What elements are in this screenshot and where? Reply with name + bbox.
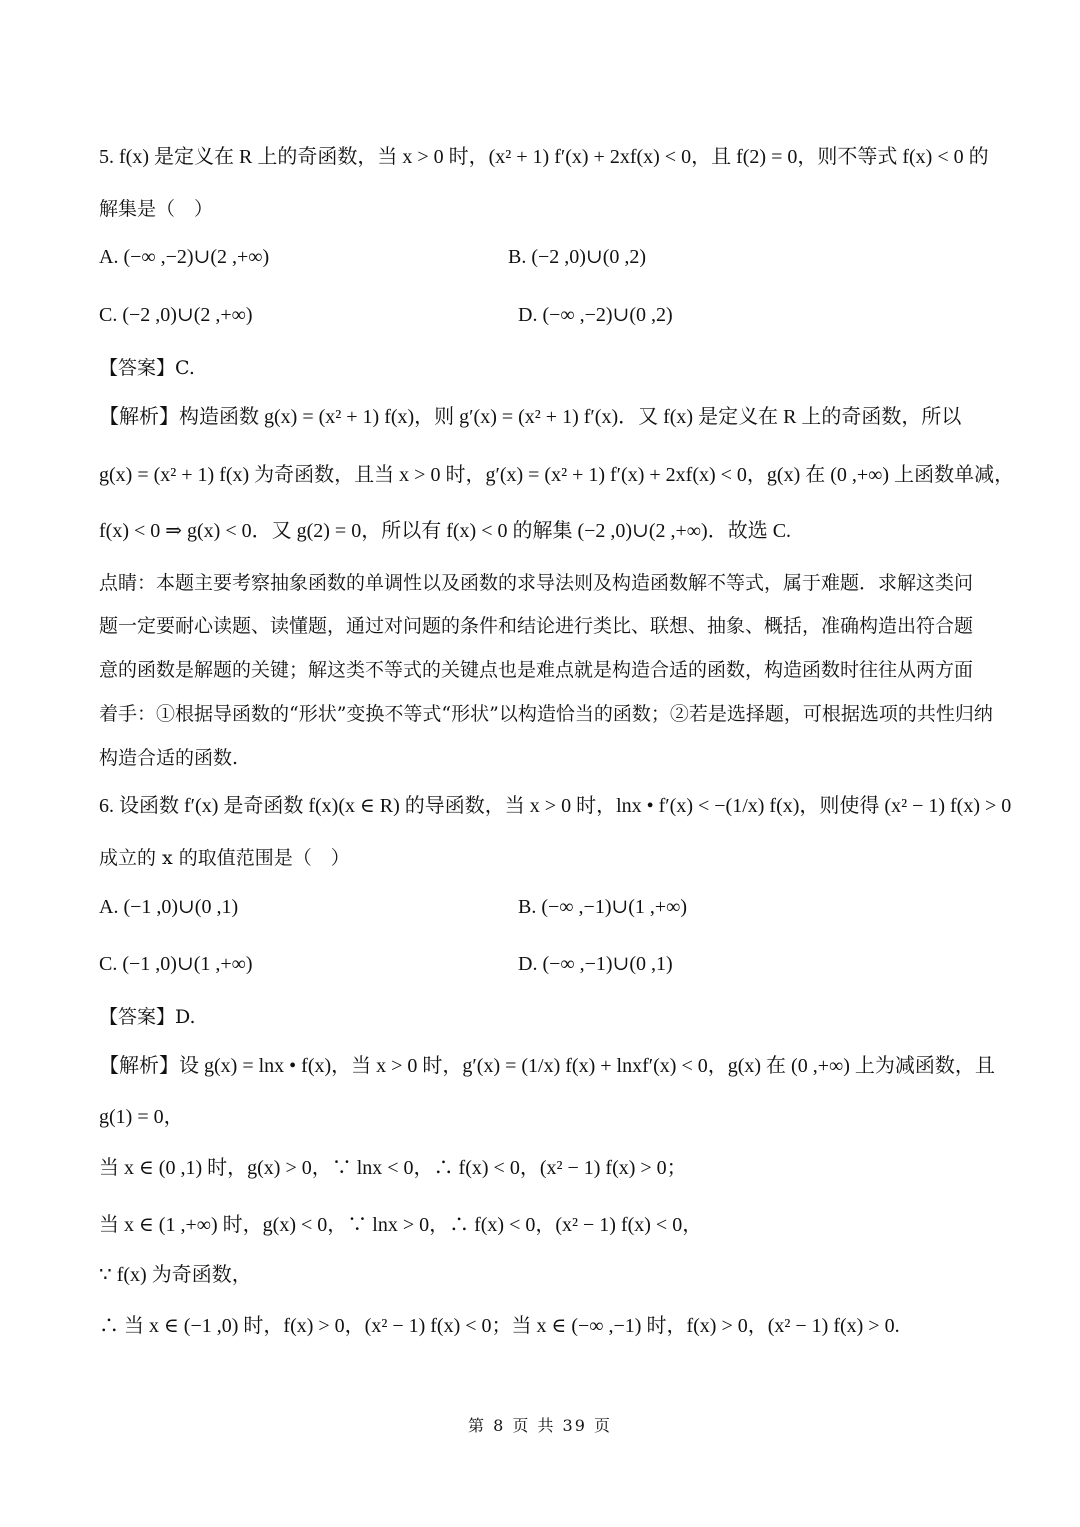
q5-analysis-line-1: 【解析】构造函数 g(x) = (x² + 1) f(x)，则 g′(x) = (x² + 1) f′(x)．又 f(x) 是定义在 R 上的奇函数，所以 <box>99 406 962 428</box>
q5-option-a: A. (−∞ ,−2)∪(2 ,+∞) <box>99 246 270 268</box>
q6-analysis-line-3: 当 x ∈ (0 ,1) 时，g(x) > 0，∵ lnx < 0，∴ f(x) < 0，(x² − 1) f(x) > 0； <box>99 1157 687 1179</box>
q6-option-c: C. (−1 ,0)∪(1 ,+∞) <box>99 953 253 975</box>
q5-comment-line-1: 点睛：本题主要考察抽象函数的单调性以及函数的求导法则及构造函数解不等式，属于难题．求解这类问 <box>99 572 974 594</box>
q6-analysis-line-5: ∵ f(x) 为奇函数， <box>99 1264 252 1286</box>
q6-analysis-line-4: 当 x ∈ (1 ,+∞) 时，g(x) < 0，∵ lnx > 0，∴ f(x) < 0，(x² − 1) f(x) < 0， <box>99 1214 703 1236</box>
q5-stem-line-1: 5. f(x) 是定义在 R 上的奇函数，当 x > 0 时，(x² + 1) f′(x) + 2xf(x) < 0，且 f(2) = 0，则不等式 f(x) < 0 的 <box>99 146 989 168</box>
q5-analysis-line-2: g(x) = (x² + 1) f(x) 为奇函数，且当 x > 0 时，g′(x) = (x² + 1) f′(x) + 2xf(x) < 0，g(x) 在 (0 ,+∞) 上函数单减， <box>99 464 1015 486</box>
q5-stem-line-2: 解集是（ ） <box>99 198 214 220</box>
q6-option-a: A. (−1 ,0)∪(0 ,1) <box>99 896 239 918</box>
q5-option-c: C. (−2 ,0)∪(2 ,+∞) <box>99 304 253 326</box>
q6-option-b: B. (−∞ ,−1)∪(1 ,+∞) <box>518 896 688 918</box>
q6-analysis-line-6: ∴ 当 x ∈ (−1 ,0) 时，f(x) > 0，(x² − 1) f(x) < 0；当 x ∈ (−∞ ,−1) 时，f(x) > 0，(x² − 1) f(x) > 0. <box>99 1315 900 1337</box>
q6-answer: 【答案】D. <box>99 1006 196 1028</box>
q5-option-b: B. (−2 ,0)∪(0 ,2) <box>508 246 647 268</box>
q6-analysis-line-1: 【解析】设 g(x) = lnx • f(x)，当 x > 0 时，g′(x) = (1/x) f(x) + lnxf′(x) < 0，g(x) 在 (0 ,+∞) 上为减函数，且 <box>99 1055 995 1077</box>
q6-stem-line-1: 6. 设函数 f′(x) 是奇函数 f(x)(x ∈ R) 的导函数，当 x > 0 时，lnx • f′(x) < −(1/x) f(x)，则使得 (x² − 1) f(x) > 0 <box>99 795 1012 817</box>
q6-stem-line-2: 成立的 x 的取值范围是（ ） <box>99 847 350 869</box>
q5-comment-line-5: 构造合适的函数. <box>99 747 239 769</box>
q5-comment-line-2: 题一定要耐心读题、读懂题，通过对问题的条件和结论进行类比、联想、抽象、概括，准确构造出符合题 <box>99 615 974 637</box>
q5-comment-line-4: 着手：①根据导函数的“形状”变换不等式“形状”以构造恰当的函数；②若是选择题，可根据选项的共性归纳 <box>99 703 993 725</box>
q6-option-d: D. (−∞ ,−1)∪(0 ,1) <box>518 953 673 975</box>
q5-comment-line-3: 意的函数是解题的关键；解这类不等式的关键点也是难点就是构造合适的函数，构造函数时往往从两方面 <box>99 659 974 681</box>
page-footer: 第 8 页 共 39 页 <box>468 1416 612 1435</box>
q5-option-d: D. (−∞ ,−2)∪(0 ,2) <box>518 304 673 326</box>
q5-answer: 【答案】C. <box>99 357 195 379</box>
q5-analysis-line-3: f(x) < 0 ⇒ g(x) < 0．又 g(2) = 0，所以有 f(x) < 0 的解集 (−2 ,0)∪(2 ,+∞)．故选 C. <box>99 520 792 542</box>
q6-analysis-line-2: g(1) = 0， <box>99 1106 184 1128</box>
